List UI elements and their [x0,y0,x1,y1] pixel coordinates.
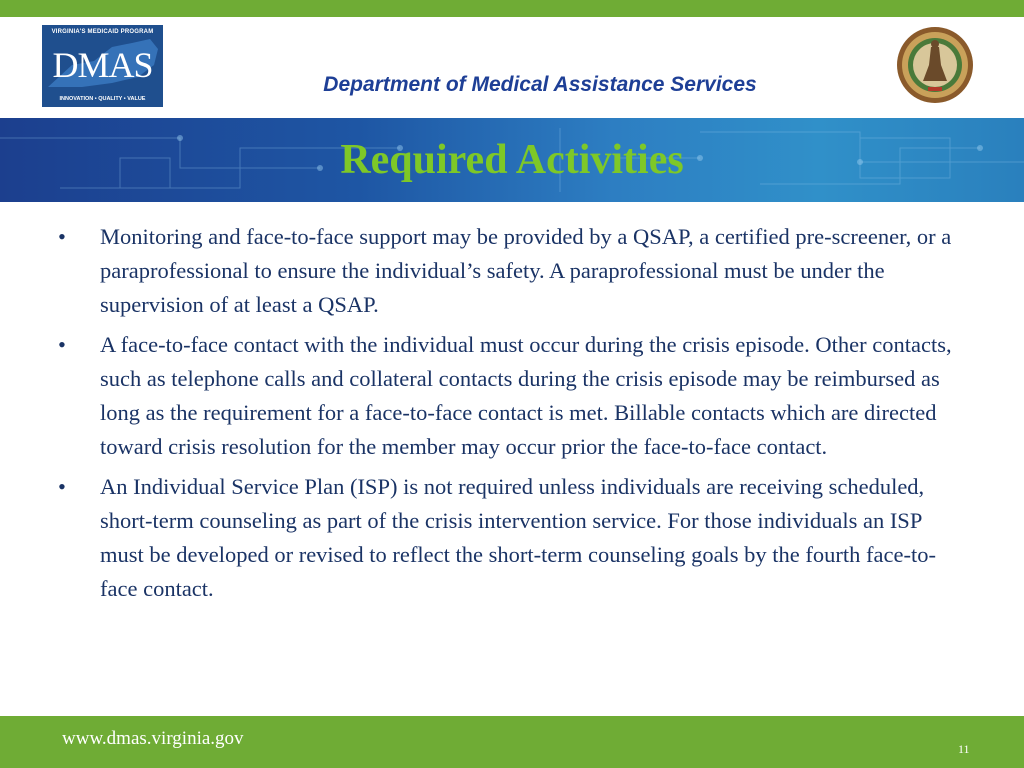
department-title: Department of Medical Assistance Services [323,73,757,96]
bullet-icon: • [58,474,66,499]
bullet-icon: • [58,332,66,357]
bullet-text: A face-to-face contact with the individual must occur during the crisis episode. Other contacts, such as telephone calls and collateral contacts during the crisis episode may be reimbursed as long as the requirement for a face-to-face contact is met. Billable contacts which are directed toward crisis resolution for the member may occur prior the face-to-face contact. [100,332,952,459]
list-item [58,220,968,322]
list-item [58,328,968,464]
top-accent-stripe [0,0,1024,17]
bullet-list [58,220,968,612]
list-item [58,470,968,606]
virginia-state-seal-icon [895,25,975,105]
bullet-text: Monitoring and face-to-face support may be provided by a QSAP, a certified pre-screener, or a paraprofessional to ensure the individual’s safety. A paraprofessional must be under the supervision of at least a QSAP. [100,224,952,317]
slide-title: Required Activities [340,137,684,183]
slide-footer [0,716,1024,768]
slide-header [0,17,1024,118]
logo-wordmark: DMAS [52,45,153,85]
title-banner [0,118,1024,202]
page-number: 11 [958,742,970,756]
bullet-icon: • [58,224,66,249]
website-link[interactable]: www.dmas.virginia.gov [62,728,244,749]
logo-top-text: VIRGINIA'S MEDICAID PROGRAM [51,29,154,35]
logo-tagline: INNOVATION • QUALITY • VALUE [59,96,146,102]
bullet-text: An Individual Service Plan (ISP) is not required unless individuals are receiving scheduled, short-term counseling as part of the crisis intervention service. For those individuals an ISP must be developed or revised to reflect the short-term counseling goals by the fourth face-to-face contact. [100,474,936,601]
dmas-logo [42,25,163,107]
